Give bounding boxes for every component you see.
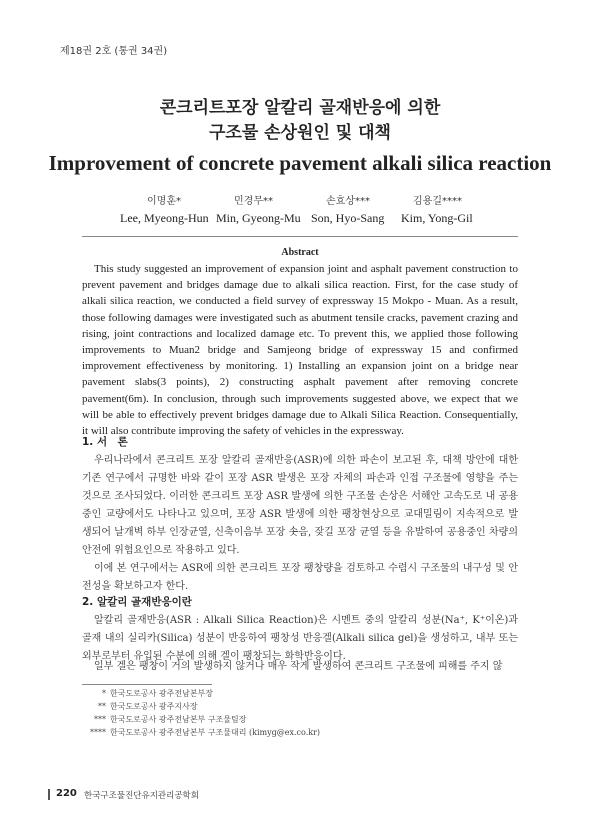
abstract-heading: Abstract [281, 247, 319, 258]
section-1-heading: 1. 서 론 [82, 436, 128, 448]
author-4-en: Kim, Yong-Gil [401, 211, 473, 225]
footnote-2 [82, 701, 198, 712]
footnote-4 [82, 727, 320, 738]
section-1-paragraph-2: 이에 본 연구에서는 ASR에 의한 콘크리트 포장 팽창량을 검토하고 수렴시 구조물의 내구성 및 안전성을 확보하고자 한다. [82, 563, 518, 592]
footer-bar [48, 789, 50, 800]
footnote-1 [82, 688, 213, 699]
author-2-en: Min, Gyeong-Mu [216, 211, 301, 225]
footnote-mark: **** [90, 728, 106, 737]
issue-header: 제18권 2호 (통권 34권) [60, 46, 168, 57]
author-2-ko: 민경무** [234, 196, 273, 207]
author-1-en: Lee, Myeong-Hun [120, 211, 209, 225]
footnote-mark: *** [94, 715, 106, 724]
footnote-text: 한국도로공사 광주전남본부 구조물팀장 [110, 715, 247, 724]
footnote-text: 한국도로공사 광주지사장 [110, 702, 198, 711]
section-2-paragraph-1: 알칼리 골재반응(ASR : Alkali Silica Reaction)은 시멘트 중의 알칼리 성분(Na⁺, K⁺이온)과 골재 내의 실리카(Silica) 성분이 반응하여 팽창성 반응겔(Alkali silica gel)을 생성하고, 내부 또는 외부로부터 유입된 수분에 의해 겔이 팽창되는 화학반응이다. [82, 615, 518, 662]
section-2-paragraph-2: 일부 겔은 팽창이 거의 발생하지 않거나 매우 작게 발생하여 콘크리트 구조물에 피해를 주지 않 [94, 661, 503, 672]
author-1-ko: 이명훈* [147, 196, 181, 207]
footnote-divider [82, 684, 212, 685]
footnote-mark: * [102, 689, 106, 698]
author-3-en: Son, Hyo-Sang [311, 211, 385, 225]
section-2-heading: 2. 알칼리 골재반응이란 [82, 596, 192, 608]
author-3-ko: 손효상*** [326, 196, 370, 207]
page-number: 220 [56, 788, 77, 799]
title-korean-line1: 콘크리트포장 알칼리 골재반응에 의한 [159, 98, 441, 118]
author-4-ko: 김용길**** [413, 196, 462, 207]
title-korean-line2: 구조물 손상원인 및 대책 [209, 123, 391, 143]
abstract-text: This study suggested an improvement of expansion joint and asphalt pavement construction to prevent pavement and bridges damage due to alkali silica reaction. First, for the case study of alkali silica reaction, we conducted a field survey of expressway 15 Mokpo - Muan. As a result, those following damages were investigated such as abutment tensile cracks, pavement crazing and rising, joint contractions and localized damage etc. To prevent this, we applied those following improvements to Muan2 bridge and Samjeong bridge of expressway 15 and confirmed improvement effectiveness by monitoring. 1) Installing an expansion joint on a bridge near pavement slabs(3 points), 2) constructing asphalt pavement after removing concrete pavement(6m). In conclusion, through such improvements suggested above, we expect that we will be able to effectively prevent bridges damage due to Alkali Silica Reaction. Consequentially, it will also contribute improving the safety of vehicles in the expressway. [82, 263, 518, 438]
footnote-text: 한국도로공사 광주전남본부장 [110, 689, 214, 698]
title-english: Improvement of concrete pavement alkali silica reaction [48, 151, 552, 175]
footnote-3 [82, 714, 246, 725]
footnote-mark: ** [98, 702, 106, 711]
footnote-text: 한국도로공사 광주전남본부 구조물대리 (kimyg@ex.co.kr) [110, 728, 321, 737]
section-1-paragraph-1: 우리나라에서 콘크리트 포장 알칼리 골재반응(ASR)에 의한 파손이 보고된 후, 대책 방안에 대한 기존 연구에서 규명한 바와 같이 포장 ASR 발생은 포장 자체의 파손과 인접 구조물에 영향을 주는 것으로 조사되었다. 이러한 콘크리트 포장 ASR 발생에 의한 구조물 손상은 서해안 고속도로 내 공용중인 교량에서도 나타나고 있으며, 포장 ASR 발생에 의한 팽창현상으로 교대밀림이 지속적으로 발생되어 날개벽 하부 인장균열, 신축이음부 포장 솟음, 잦길 포장 균열 등을 유발하여 공용중인 차량의 안전에 위험요인으로 작용하고 있다. [82, 455, 518, 556]
journal-name: 한국구조물진단유지관리공학회 [84, 791, 199, 801]
divider [82, 236, 518, 237]
